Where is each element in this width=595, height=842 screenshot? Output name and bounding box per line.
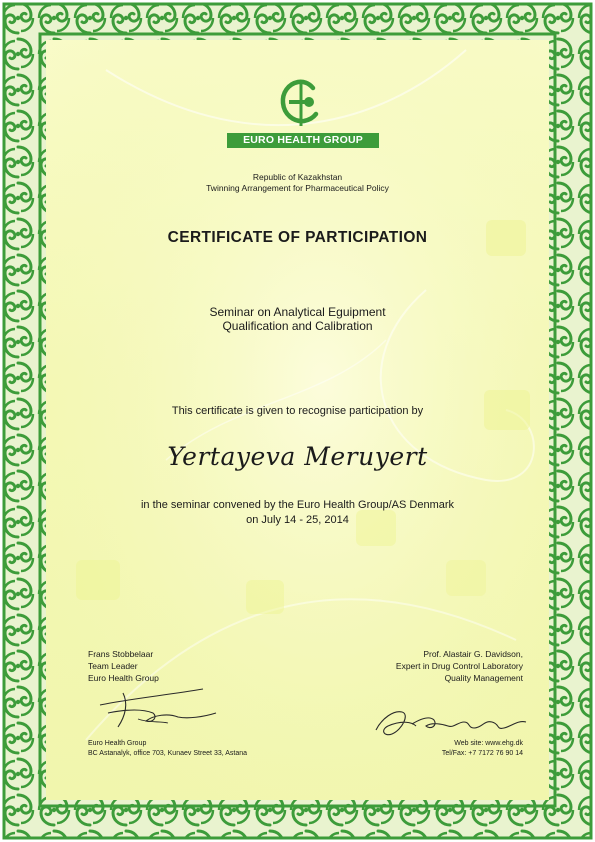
header-country: Republic of Kazakhstan (252, 172, 343, 182)
footer-address: BC Astanalyk, office 703, Kunaev Street 33, Astana (88, 750, 248, 757)
ehg-logo-icon (279, 78, 323, 130)
convened-text-line1: in the seminar convened by the Euro Health Group/AS Denmark (140, 499, 455, 511)
footer-org: Euro Health Group (88, 740, 147, 747)
recipient-name: Yertayeva Meruyert (167, 442, 428, 471)
recognition-text: This certificate is given to recognise participation by (171, 405, 424, 417)
seminar-title-line1: Seminar on Analytical Eguipment (209, 305, 386, 319)
right-signatory-role: Expert in Drug Control Laboratory (395, 661, 523, 671)
certificate-title: CERTIFICATE OF PARTICIPATION (167, 229, 428, 246)
left-signature (98, 683, 223, 733)
seminar-title-line2: Qualification and Calibration (222, 319, 373, 333)
right-signatory-dept: Quality Management (444, 673, 523, 683)
footer-phone: Tel/Fax: +7 7172 76 90 14 (441, 750, 523, 757)
left-signatory-name: Frans Stobbelaar (88, 649, 154, 659)
right-signature (372, 700, 532, 742)
left-signatory-org: Euro Health Group (88, 673, 159, 683)
header-program: Twinning Arrangement for Pharmaceutical Policy (206, 183, 389, 193)
convened-text-line2: on July 14 - 25, 2014 (246, 514, 349, 526)
logo-wordmark: EURO HEALTH GROUP (227, 133, 379, 148)
footer-website: Web site: www.ehg.dk (454, 740, 523, 747)
right-signatory-name: Prof. Alastair G. Davidson, (423, 649, 523, 659)
left-signatory-role: Team Leader (88, 661, 138, 671)
